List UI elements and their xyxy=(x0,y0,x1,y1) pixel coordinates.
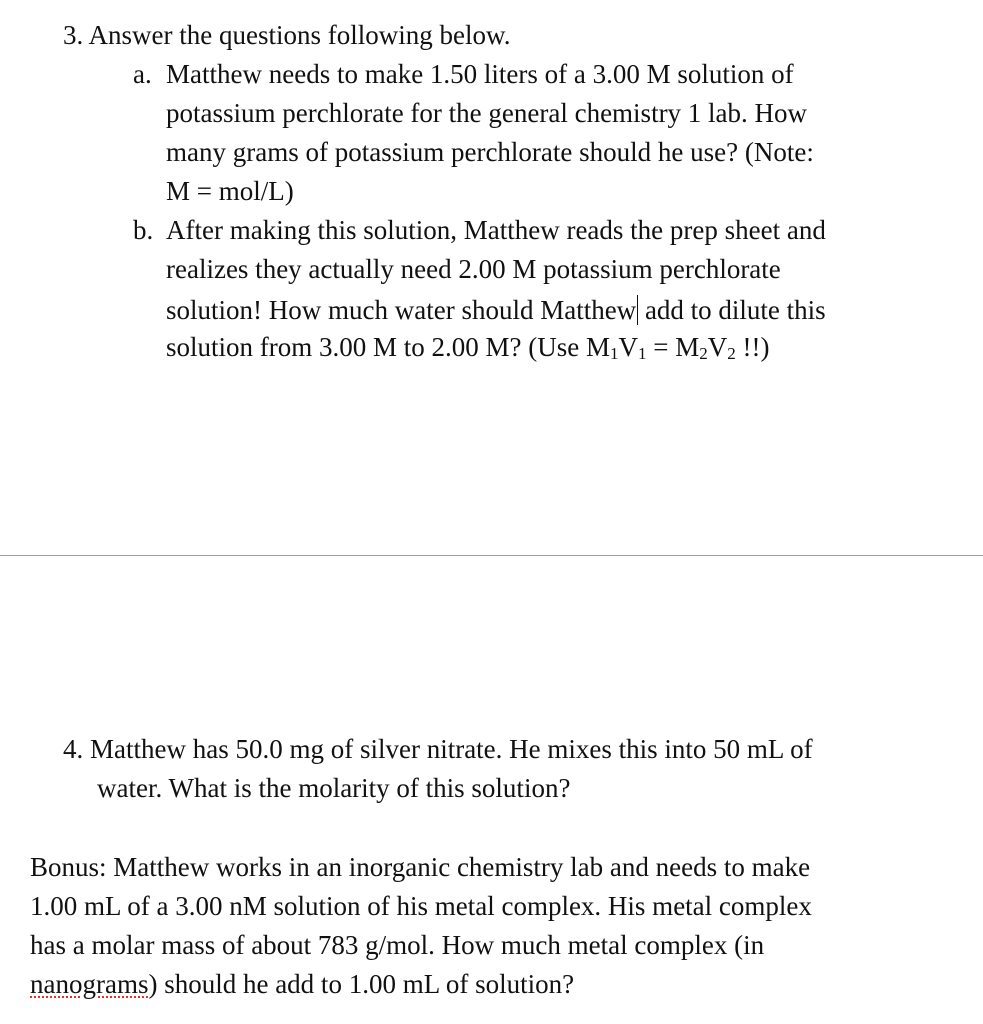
question-3b-line-4 xyxy=(166,334,769,361)
question-4-line-2: water. What is the molarity of this solution? xyxy=(97,773,571,803)
spellcheck-word-nanograms[interactable]: nanograms xyxy=(30,969,149,999)
formula-v2: V xyxy=(707,332,728,362)
question-3b-line-2: realizes they actually need 2.00 M potassium perchlorate xyxy=(166,254,781,284)
question-3a-marker: a. xyxy=(133,59,152,89)
question-3b-marker: b. xyxy=(133,215,154,245)
question-3b-line-3-start: solution! How much water should Matthew xyxy=(166,295,637,325)
subscript-1b: 1 xyxy=(637,344,647,363)
question-3b-line-3-end: add to dilute this xyxy=(638,295,826,325)
bonus-line-4 xyxy=(30,971,574,998)
subscript-2a: 2 xyxy=(699,344,708,363)
question-3b-line-1: After making this solution, Matthew reads the prep sheet and xyxy=(166,215,826,245)
question-3a-line-2: potassium perchlorate for the general chemistry 1 lab. How xyxy=(166,98,808,128)
question-3-heading: 3. Answer the questions following below. xyxy=(63,20,511,50)
formula-suffix: !!) xyxy=(735,332,770,362)
formula-equals: = M xyxy=(646,332,700,362)
bonus-line-1: Bonus: Matthew works in an inorganic chemistry lab and needs to make xyxy=(30,852,811,882)
formula-prefix: solution from 3.00 M to 2.00 M? (Use M xyxy=(166,332,610,362)
question-4-line-1: 4. Matthew has 50.0 mg of silver nitrate. He mixes this into 50 mL of xyxy=(63,734,813,764)
bonus-line-2: 1.00 mL of a 3.00 nM solution of his metal complex. His metal complex xyxy=(30,891,812,921)
bonus-line-3: has a molar mass of about 783 g/mol. How much metal complex (in xyxy=(30,930,765,960)
page-divider xyxy=(0,555,983,556)
question-3a-line-4: M = mol/L) xyxy=(166,176,294,206)
bonus-line-4-rest: ) should he add to 1.00 mL of solution? xyxy=(148,969,575,999)
question-3b-line-3[interactable] xyxy=(166,295,826,325)
question-3a-line-3: many grams of potassium perchlorate should he use? (Note: xyxy=(166,137,814,167)
subscript-1a: 1 xyxy=(609,344,619,363)
subscript-2b: 2 xyxy=(727,344,736,363)
formula-v1: V xyxy=(618,332,638,362)
question-3a-line-1: Matthew needs to make 1.50 liters of a 3.00 M solution of xyxy=(166,59,794,89)
